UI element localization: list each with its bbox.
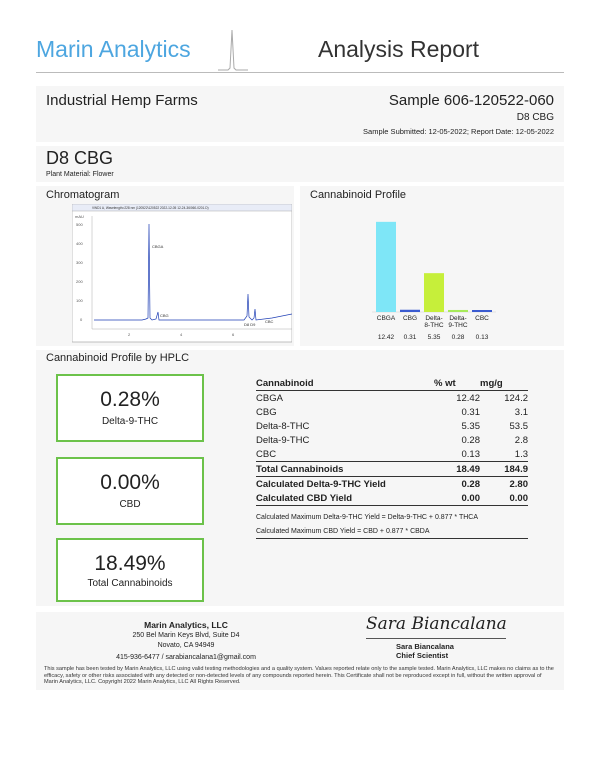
profile-bar-chart xyxy=(300,186,564,346)
calc-note: Calculated Maximum CBD Yield = CBD + 0.877 * CBDA xyxy=(256,527,430,535)
calc-percent: 0.00 xyxy=(461,492,480,504)
value-label: 0.31 xyxy=(403,334,417,341)
percent-weight: 0.28 xyxy=(461,434,480,446)
calc-row xyxy=(256,491,528,506)
hplc-title: Cannabinoid Profile by HPLC xyxy=(46,352,190,364)
category-label: Delta- xyxy=(449,315,467,322)
sample-dates: Sample Submitted: 12-05-2022; Report Date: 12-05-2022 xyxy=(363,127,554,136)
product-panel xyxy=(36,146,564,182)
bar-cbga xyxy=(376,222,396,312)
client-name: Industrial Hemp Farms xyxy=(46,92,198,109)
calc-mg: 0.00 xyxy=(509,492,528,504)
category-label: 8-THC xyxy=(424,322,444,329)
summary-value: 0.00% xyxy=(100,471,160,494)
percent-weight: 0.31 xyxy=(461,406,480,418)
bar-cbg xyxy=(400,310,420,312)
y-tick-label: 200 xyxy=(76,279,83,284)
column-header: % wt xyxy=(434,376,480,391)
cannabinoid-name: Delta-8-THC xyxy=(256,420,310,432)
value-label: 12.42 xyxy=(377,334,395,341)
calc-label: Calculated CBD Yield xyxy=(256,492,353,504)
total-row xyxy=(256,462,528,477)
note-row xyxy=(256,524,528,539)
category-label: Delta- xyxy=(425,315,443,322)
brand-name: Marin Analytics xyxy=(36,36,191,62)
calc-percent: 0.28 xyxy=(461,478,480,490)
hplc-panel xyxy=(36,350,564,606)
cannabinoid-name: CBGA xyxy=(256,392,283,404)
percent-weight: 0.13 xyxy=(461,448,480,460)
company-address-1: 250 Bel Marin Keys Blvd, Suite D4 xyxy=(132,632,240,639)
company-address-2: Novato, CA 94949 xyxy=(157,642,215,649)
category-label: CBGA xyxy=(376,315,396,322)
x-tick-label: 2 xyxy=(128,332,131,337)
table-header-row xyxy=(256,376,528,391)
y-tick-label: 500 xyxy=(76,222,83,227)
calc-row xyxy=(256,477,528,492)
summary-label: CBD xyxy=(119,499,141,510)
total-mg: 184.9 xyxy=(504,463,528,475)
plant-material: Plant Material: Flower xyxy=(46,171,114,178)
cannabinoid-name: Delta-9-THC xyxy=(256,434,310,446)
bar-delta-9-thc xyxy=(448,310,468,312)
mg-per-g: 1.3 xyxy=(514,448,528,460)
x-tick-label: 6 xyxy=(232,332,235,337)
disclaimer: This sample has been tested by Marin Analytics, LLC using valid testing methodologies and a quality system. Values reported relate only to the sample tested. Marin Analytics, LLC makes no claims as to the efficacy, safety or other risks associated with any detected or non-detected levels of any compounds reported herein. This Certificate shall not be reproduced except in full, without the written approval of Marin Analytics, LLC. Copyright 2022 Marin Analytics, LLC All Rights Reserved. xyxy=(44,666,554,686)
sample-name: D8 CBG xyxy=(516,112,554,123)
category-label: CBG xyxy=(402,315,418,322)
bar-delta-8-thc xyxy=(424,273,444,312)
company-name: Marin Analytics, LLC xyxy=(144,620,228,630)
y-tick-label: 400 xyxy=(76,241,83,246)
profile-chart-panel xyxy=(300,186,564,346)
summary-label: Delta-9-THC xyxy=(101,416,159,427)
y-tick-label: 100 xyxy=(76,298,83,303)
table-row xyxy=(256,433,528,447)
peak-label: D8 D9 xyxy=(244,322,256,327)
chromatogram-header-text: VWD1 A, Wavelength=228 nm (120522\120522 2022-12-05 12-24-36\060-0201.D) xyxy=(92,206,209,210)
mg-per-g: 2.8 xyxy=(514,434,528,446)
report-title: Analysis Report xyxy=(318,36,480,62)
x-tick-label: 4 xyxy=(180,332,183,337)
summary-box-delta9 xyxy=(56,374,204,442)
mg-per-g: 3.1 xyxy=(514,406,528,418)
chromatogram-plot xyxy=(72,204,292,344)
summary-box-total xyxy=(56,538,204,602)
sample-id: Sample 606-120522-060 xyxy=(388,92,554,109)
cannabinoid-name: CBG xyxy=(256,406,277,418)
mg-per-g: 53.5 xyxy=(509,420,528,432)
peak-label: CBC xyxy=(265,319,274,324)
column-header: Cannabinoid xyxy=(256,376,434,391)
signature-line xyxy=(366,638,506,639)
summary-value: 18.49% xyxy=(94,552,166,575)
total-label: Total Cannabinoids xyxy=(256,463,344,475)
mg-per-g: 124.2 xyxy=(504,392,528,404)
table-row xyxy=(256,391,528,406)
summary-label: Total Cannabinoids xyxy=(87,578,173,589)
signer-name: Sara Biancalana xyxy=(396,642,454,651)
calc-mg: 2.80 xyxy=(509,478,528,490)
category-label: 9-THC xyxy=(448,322,468,329)
value-label: 5.35 xyxy=(427,334,441,341)
chromatogram-title: Chromatogram xyxy=(46,189,120,201)
note-row xyxy=(256,506,528,525)
chromatogram-unit: mAU xyxy=(75,214,84,219)
company-contact: 415-936-6477 / sarabiancalana1@gmail.com xyxy=(116,654,256,661)
header-divider xyxy=(36,72,564,73)
footer-panel xyxy=(36,612,564,690)
profile-chart-title: Cannabinoid Profile xyxy=(310,189,407,201)
cannabinoid-name: CBC xyxy=(256,448,277,460)
waveform-logo-icon xyxy=(218,28,248,74)
calc-note: Calculated Maximum Delta-9-THC Yield = Delta-9-THC + 0.877 * THCA xyxy=(256,513,479,521)
chromatogram-panel xyxy=(36,186,294,346)
summary-box-cbd xyxy=(56,457,204,525)
signer-role: Chief Scientist xyxy=(396,651,449,660)
value-label: 0.13 xyxy=(475,334,489,341)
y-tick-label: 300 xyxy=(76,260,83,265)
percent-weight: 12.42 xyxy=(456,392,480,404)
value-label: 0.28 xyxy=(451,334,465,341)
calc-label: Calculated Delta-9-THC Yield xyxy=(256,478,386,490)
percent-weight: 5.35 xyxy=(461,420,480,432)
table-row xyxy=(256,447,528,462)
bar-cbc xyxy=(472,310,492,312)
column-header: mg/g xyxy=(480,376,528,391)
peak-label: CBGA xyxy=(152,244,164,249)
peak-label: CBG xyxy=(160,313,169,318)
table-row xyxy=(256,405,528,419)
client-panel xyxy=(36,86,564,142)
product-name: D8 CBG xyxy=(46,148,114,168)
category-label: CBC xyxy=(475,315,489,322)
y-tick-label: 0 xyxy=(80,317,83,322)
summary-value: 0.28% xyxy=(100,388,160,411)
results-table xyxy=(256,376,528,539)
signature: Sara Biancalana xyxy=(366,614,507,634)
total-percent: 18.49 xyxy=(456,463,480,475)
table-row xyxy=(256,419,528,433)
